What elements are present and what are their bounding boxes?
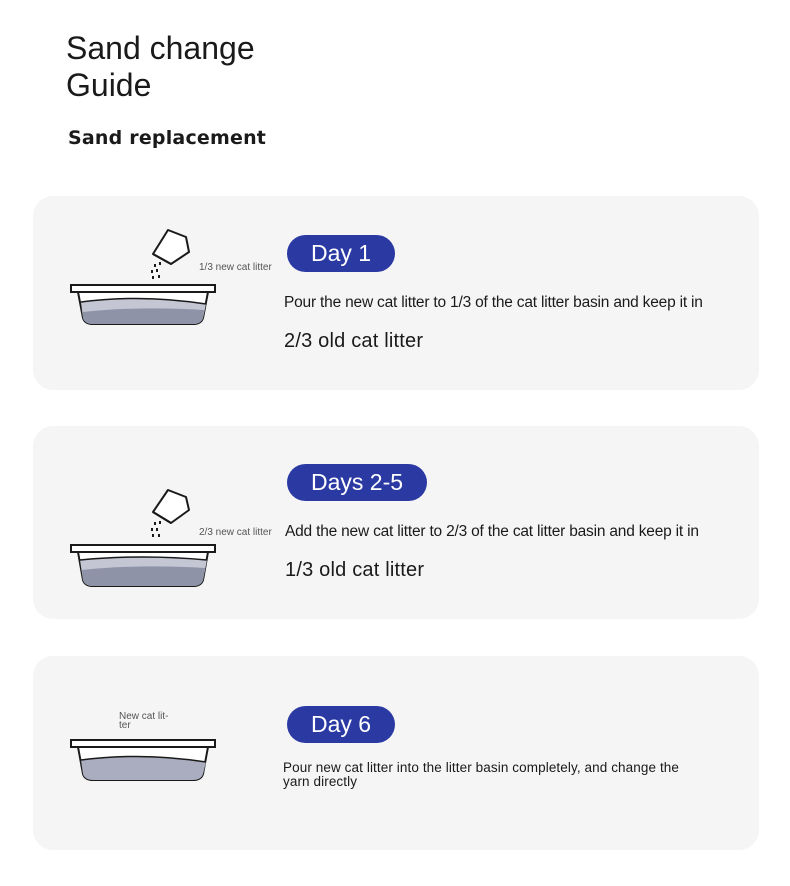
illustration-label: New cat lit- xyxy=(119,711,169,722)
step-instruction-line-2: yarn directly xyxy=(283,774,358,789)
litter-basin-icon xyxy=(71,545,215,586)
step-card-day-1 xyxy=(33,196,759,390)
step-instruction xyxy=(283,761,723,789)
scoop-icon xyxy=(153,490,189,523)
day-badge: Day 6 xyxy=(287,706,395,743)
litter-basin-illustration xyxy=(67,696,257,846)
illustration-label-continued: ter xyxy=(119,720,131,731)
day-badge: Days 2-5 xyxy=(287,464,427,501)
step-instruction-line-1: Pour new cat litter into the litter basin completely, and change the xyxy=(283,760,680,775)
litter-basin-pour-illustration xyxy=(67,218,272,368)
litter-basin-pour-illustration xyxy=(67,448,272,598)
step-instruction-continued: 1/3 old cat litter xyxy=(285,559,425,581)
step-instruction-continued: 2/3 old cat litter xyxy=(284,330,424,352)
falling-litter-icon xyxy=(151,262,161,279)
scoop-icon xyxy=(153,230,189,264)
litter-basin-icon xyxy=(71,285,215,324)
illustration-label: 1/3 new cat litter xyxy=(199,262,272,273)
falling-litter-icon xyxy=(151,521,161,537)
page-title: Sand change Guide xyxy=(66,30,255,103)
step-card-day-6 xyxy=(33,656,759,850)
illustration-label: 2/3 new cat litter xyxy=(199,527,272,538)
step-instruction: Add the new cat litter to 2/3 of the cat litter basin and keep it in xyxy=(285,523,699,540)
day-badge: Day 1 xyxy=(287,235,395,272)
step-card-days-2-5 xyxy=(33,426,759,619)
step-instruction: Pour the new cat litter to 1/3 of the cat litter basin and keep it in xyxy=(284,294,703,311)
litter-basin-icon xyxy=(71,740,215,780)
section-subtitle: Sand replacement xyxy=(68,127,267,149)
